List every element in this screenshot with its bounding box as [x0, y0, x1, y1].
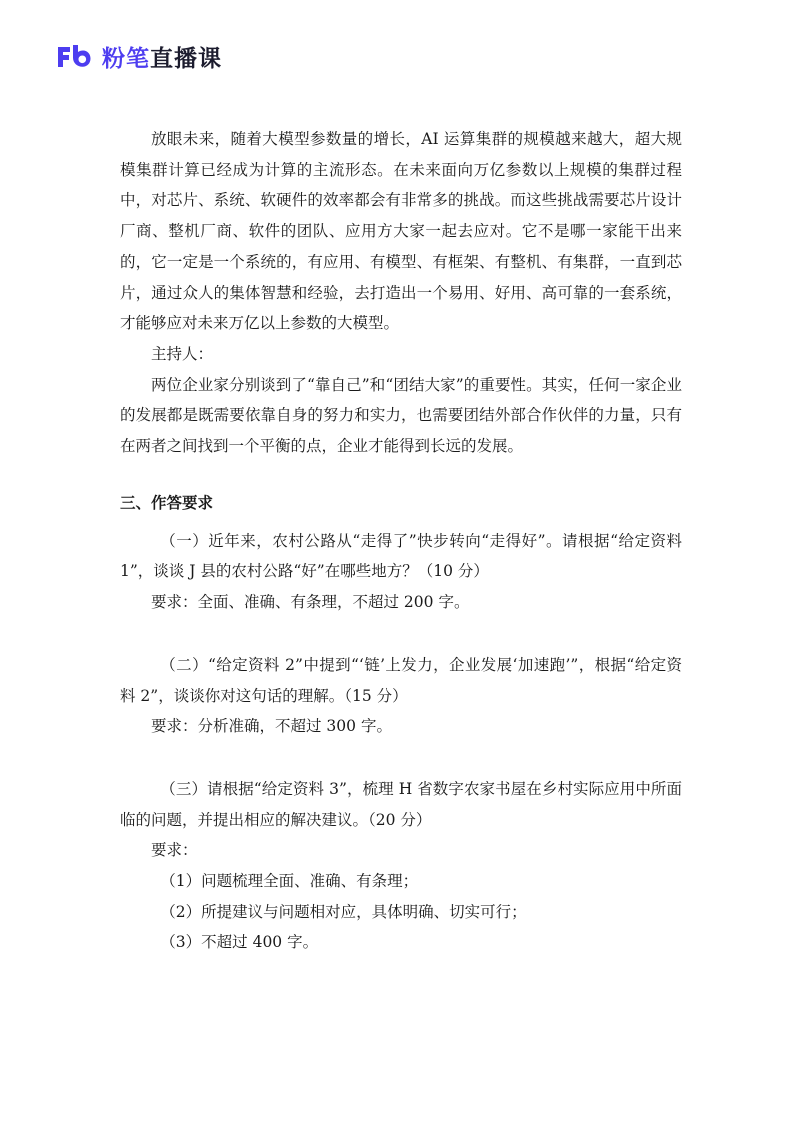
section-heading: 三、作答要求 — [120, 493, 214, 512]
requirement-item: （2）所提建议与问题相对应，具体明确、切实可行； — [160, 902, 527, 921]
spacer — [120, 742, 682, 774]
document-body — [120, 124, 682, 958]
paragraph-future: 放眼未来，随着大模型参数量的增长，AI 运算集群的规模越来越大，超大规模集群计算已经成为计算的主流形态。在未来面向万亿参数以上规模的集群过程中，对芯片、系统、软硬件的效率都会有非常多的挑战。而这些挑战需要芯片设计厂商、整机厂商、软件的团队、应用方大家一起去应对。它不是哪一家能干出来的，它一定是一个系统的，有应用、有模型、有框架、有整机、有集群，一直到芯片，通过众人的集体智慧和经验，去打造出一个易用、好用、高可靠的一套系统，才能够应对未来万亿以上参数的大模型。 — [120, 130, 682, 333]
question-1: （一）近年来，农村公路从“走得了”快步转向“走得好”。请根据“给定资料 1”，谈谈 J 县的农村公路“好”在哪些地方？（10 分） — [120, 531, 682, 581]
logo-text — [102, 40, 222, 73]
question-3-requirement: 要求： — [151, 841, 198, 860]
question-2: （二）“给定资料 2”中提到“‘链’上发力，企业发展‘加速跑’”，根据“给定资料 2”，谈谈你对这句话的理解。（15 分） — [120, 655, 682, 705]
fenbi-logo-icon — [56, 43, 92, 69]
paragraph-host: 两位企业家分别谈到了“靠自己”和“团结大家”的重要性。其实，任何一家企业的发展都是既需要依靠自身的努力和实力，也需要团结外部合作伙伴的力量，只有在两者之间找到一个平衡的点，企业才能得到长远的发展。 — [120, 375, 682, 456]
logo-suffix: 直播课 — [150, 45, 222, 72]
requirement-item: （3）不超过 400 字。 — [160, 933, 319, 952]
logo-brand: 粉笔 — [102, 45, 150, 72]
brand-logo — [56, 40, 222, 72]
spacer — [120, 618, 682, 650]
host-label: 主持人： — [151, 344, 214, 363]
question-2-requirement: 要求：分析准确，不超过 300 字。 — [151, 717, 392, 736]
requirement-item: （1）问题梳理全面、准确、有条理； — [160, 872, 419, 891]
question-3: （三）请根据“给定资料 3”，梳理 H 省数字农家书屋在乡村实际应用中所面临的问题，并提出相应的解决建议。（20 分） — [120, 779, 682, 829]
question-1-requirement: 要求：全面、准确、有条理，不超过 200 字。 — [151, 593, 470, 612]
